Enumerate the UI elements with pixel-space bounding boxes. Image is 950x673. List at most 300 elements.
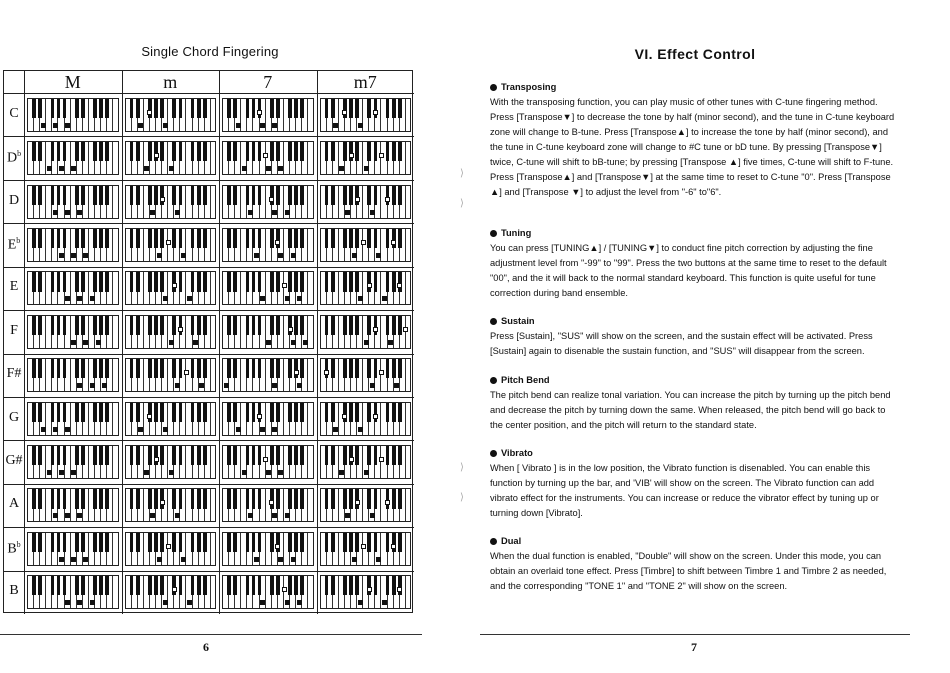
black-key [258, 576, 262, 595]
black-key [246, 359, 250, 378]
tuning-section [490, 226, 900, 301]
black-key [367, 272, 371, 291]
black-key [81, 403, 85, 422]
black-key [355, 359, 359, 378]
black-key [288, 403, 292, 422]
black-key [63, 186, 67, 205]
chord-root: G [8, 409, 20, 425]
black-key [276, 533, 280, 552]
black-key [355, 272, 359, 291]
black-key [191, 272, 195, 291]
black-key [32, 576, 36, 595]
black-key [349, 229, 353, 248]
finger-mark [342, 110, 347, 115]
black-key [227, 186, 231, 205]
black-key [75, 229, 79, 248]
finger-mark [150, 513, 155, 518]
white-key [406, 229, 411, 261]
black-key [203, 142, 207, 161]
finger-mark [272, 513, 277, 518]
sustain-section [490, 314, 900, 359]
chord-root: A [8, 496, 20, 512]
black-key [300, 316, 304, 335]
white-key [113, 359, 118, 391]
chord-root: E [9, 279, 19, 295]
finger-mark [291, 253, 296, 258]
black-key [172, 359, 176, 378]
row-label-8 [4, 410, 24, 426]
black-key [154, 142, 158, 161]
finger-mark [345, 513, 350, 518]
white-key [406, 142, 411, 174]
black-key [246, 229, 250, 248]
black-key [160, 446, 164, 465]
black-key [57, 533, 61, 552]
dual-section [490, 534, 900, 594]
black-key [105, 186, 109, 205]
finger-mark [373, 414, 378, 419]
finger-mark [352, 557, 357, 562]
keyboard-diagram [222, 185, 314, 219]
black-key [276, 142, 280, 161]
black-key [179, 403, 183, 422]
black-key [294, 186, 298, 205]
bullet-icon [490, 538, 497, 545]
black-key [57, 576, 61, 595]
finger-mark [236, 427, 241, 432]
black-key [258, 272, 262, 291]
finger-mark [345, 210, 350, 215]
finger-mark [291, 557, 296, 562]
black-key [288, 142, 292, 161]
black-key [105, 446, 109, 465]
black-key [325, 142, 329, 161]
left-page [0, 0, 470, 673]
bullet-icon [490, 230, 497, 237]
keyboard-diagram [27, 185, 119, 219]
keyboard-diagram [125, 532, 217, 566]
black-key [99, 186, 103, 205]
finger-mark [339, 166, 344, 171]
keyboard-diagram [125, 271, 217, 305]
black-key [130, 359, 134, 378]
black-key [398, 533, 402, 552]
black-key [136, 99, 140, 118]
finger-mark [278, 166, 283, 171]
black-key [258, 316, 262, 335]
white-key [308, 359, 313, 391]
black-key [355, 99, 359, 118]
black-key [258, 229, 262, 248]
finger-mark [297, 600, 302, 605]
black-key [288, 359, 292, 378]
keyboard-diagram [125, 228, 217, 262]
black-key [386, 142, 390, 161]
white-key [113, 533, 118, 565]
black-key [99, 403, 103, 422]
keyboard-diagram [222, 358, 314, 392]
black-key [32, 229, 36, 248]
black-key [276, 359, 280, 378]
black-key [51, 576, 55, 595]
black-key [38, 229, 42, 248]
finger-mark [199, 383, 204, 388]
black-key [246, 403, 250, 422]
finger-mark [163, 296, 168, 301]
black-key [300, 489, 304, 508]
black-key [233, 229, 237, 248]
chord-root: F# [6, 366, 22, 382]
black-key [392, 186, 396, 205]
finger-mark [71, 557, 76, 562]
black-key [148, 576, 152, 595]
finger-mark [187, 296, 192, 301]
white-key [406, 403, 411, 435]
black-key [288, 186, 292, 205]
black-key [179, 489, 183, 508]
black-key [32, 272, 36, 291]
black-key [63, 533, 67, 552]
finger-mark [370, 513, 375, 518]
black-key [252, 359, 256, 378]
black-key [197, 186, 201, 205]
keyboard-diagram [27, 358, 119, 392]
finger-mark [266, 340, 271, 345]
black-key [392, 576, 396, 595]
bullet-icon [490, 318, 497, 325]
finger-mark [403, 327, 408, 332]
row-label-11 [4, 540, 24, 558]
flat-sign: b [17, 149, 22, 159]
keyboard-diagram [27, 271, 119, 305]
white-key [113, 576, 118, 608]
chord-root: B [7, 541, 17, 557]
black-key [93, 99, 97, 118]
black-key [160, 533, 164, 552]
black-key [203, 229, 207, 248]
tuning-heading: Tuning [490, 226, 900, 241]
finger-mark [65, 296, 70, 301]
finger-mark [90, 600, 95, 605]
white-key [211, 533, 216, 565]
black-key [331, 403, 335, 422]
black-key [343, 533, 347, 552]
black-key [374, 229, 378, 248]
black-key [51, 533, 55, 552]
black-key [172, 272, 176, 291]
black-key [203, 316, 207, 335]
black-key [179, 142, 183, 161]
black-key [258, 533, 262, 552]
black-key [203, 359, 207, 378]
black-key [386, 186, 390, 205]
black-key [367, 229, 371, 248]
black-key [57, 142, 61, 161]
black-key [197, 359, 201, 378]
row-divider [4, 484, 414, 485]
keyboard-diagram [320, 271, 412, 305]
black-key [57, 186, 61, 205]
black-key [270, 186, 274, 205]
row-label-9 [4, 453, 24, 469]
finger-mark [193, 340, 198, 345]
keyboard-diagram [222, 98, 314, 132]
black-key [367, 403, 371, 422]
bullet-icon [490, 450, 497, 457]
black-key [93, 403, 97, 422]
column-divider [219, 71, 220, 614]
black-key [130, 576, 134, 595]
black-key [179, 359, 183, 378]
black-key [93, 359, 97, 378]
row-divider [4, 440, 414, 441]
keyboard-diagram [320, 488, 412, 522]
black-key [191, 446, 195, 465]
black-key [374, 142, 378, 161]
black-key [325, 229, 329, 248]
black-key [105, 533, 109, 552]
black-key [294, 359, 298, 378]
finger-mark [349, 457, 354, 462]
black-key [227, 359, 231, 378]
chord-root: D [6, 150, 18, 166]
row-label-5 [4, 279, 24, 295]
finger-mark [379, 370, 384, 375]
finger-mark [169, 166, 174, 171]
finger-mark [53, 123, 58, 128]
finger-mark [77, 600, 82, 605]
finger-mark [65, 210, 70, 215]
finger-mark [349, 153, 354, 158]
keyboard-diagram [27, 98, 119, 132]
black-key [99, 446, 103, 465]
black-key [343, 403, 347, 422]
black-key [75, 359, 79, 378]
black-key [349, 99, 353, 118]
flat-sign: b [16, 539, 21, 549]
finger-mark [242, 166, 247, 171]
black-key [51, 99, 55, 118]
black-key [392, 229, 396, 248]
black-key [386, 272, 390, 291]
finger-mark [333, 123, 338, 128]
black-key [355, 403, 359, 422]
row-divider [4, 223, 414, 224]
black-key [191, 99, 195, 118]
finger-mark [376, 557, 381, 562]
black-key [294, 316, 298, 335]
black-key [288, 446, 292, 465]
vibrato-heading: Vibrato [490, 446, 900, 461]
white-key [308, 533, 313, 565]
finger-mark [90, 296, 95, 301]
black-key [386, 576, 390, 595]
black-key [136, 186, 140, 205]
pitch-bend-body: The pitch bend can realize tonal variation. You can increase the pitch by turning up the pitch bend and decrease the pitch by turning down the same. When released, the pitch bend will go back to the center position, and the pitch will return to the standard state. [490, 390, 891, 430]
row-divider [4, 397, 414, 398]
black-key [93, 229, 97, 248]
black-key [233, 533, 237, 552]
white-key [211, 489, 216, 521]
finger-mark [294, 370, 299, 375]
black-key [392, 316, 396, 335]
black-key [63, 403, 67, 422]
row-label-4 [4, 236, 24, 254]
black-key [276, 403, 280, 422]
black-key [191, 403, 195, 422]
black-key [32, 403, 36, 422]
black-key [270, 229, 274, 248]
black-key [154, 359, 158, 378]
black-key [258, 186, 262, 205]
finger-mark [355, 197, 360, 202]
black-key [99, 99, 103, 118]
black-key [288, 533, 292, 552]
finger-mark [65, 600, 70, 605]
black-key [355, 142, 359, 161]
black-key [252, 576, 256, 595]
black-key [288, 316, 292, 335]
black-key [99, 229, 103, 248]
finger-mark [187, 600, 192, 605]
black-key [374, 316, 378, 335]
finger-mark [59, 253, 64, 258]
black-key [246, 316, 250, 335]
finger-mark [263, 457, 268, 462]
black-key [246, 576, 250, 595]
black-key [51, 489, 55, 508]
black-key [38, 403, 42, 422]
black-key [325, 272, 329, 291]
finger-mark [77, 383, 82, 388]
keyboard-diagram [320, 315, 412, 349]
black-key [63, 229, 67, 248]
black-key [288, 272, 292, 291]
black-key [38, 576, 42, 595]
finger-mark [138, 427, 143, 432]
black-key [233, 99, 237, 118]
row-divider [4, 267, 414, 268]
finger-mark [154, 457, 159, 462]
black-key [136, 272, 140, 291]
black-key [246, 142, 250, 161]
black-key [105, 142, 109, 161]
black-key [38, 186, 42, 205]
black-key [81, 576, 85, 595]
finger-mark [275, 544, 280, 549]
black-key [294, 489, 298, 508]
black-key [203, 186, 207, 205]
black-key [331, 186, 335, 205]
black-key [294, 99, 298, 118]
black-key [374, 272, 378, 291]
black-key [51, 359, 55, 378]
black-key [367, 359, 371, 378]
black-key [252, 272, 256, 291]
black-key [203, 446, 207, 465]
black-key [93, 142, 97, 161]
black-key [270, 142, 274, 161]
black-key [136, 446, 140, 465]
black-key [179, 272, 183, 291]
black-key [343, 489, 347, 508]
white-key [406, 359, 411, 391]
finger-mark [47, 470, 52, 475]
white-key [308, 316, 313, 348]
black-key [154, 229, 158, 248]
black-key [172, 99, 176, 118]
black-key [130, 446, 134, 465]
black-key [398, 142, 402, 161]
finger-mark [102, 383, 107, 388]
finger-mark [333, 427, 338, 432]
finger-mark [242, 470, 247, 475]
keyboard-diagram [320, 575, 412, 609]
finger-mark [394, 383, 399, 388]
chord-fingering-chart [3, 70, 413, 613]
black-key [270, 99, 274, 118]
black-key [300, 403, 304, 422]
black-key [398, 99, 402, 118]
black-key [99, 576, 103, 595]
black-key [63, 359, 67, 378]
finger-mark [59, 557, 64, 562]
finger-mark [77, 513, 82, 518]
chord-chart-title: Single Chord Fingering [141, 44, 279, 59]
pitch-bend-section [490, 373, 900, 433]
keyboard-diagram [125, 358, 217, 392]
column-header-1: M [64, 72, 81, 92]
finger-mark [370, 383, 375, 388]
black-key [130, 229, 134, 248]
finger-mark [71, 470, 76, 475]
binding-mark-icon: ⟩ [460, 462, 464, 473]
black-key [367, 446, 371, 465]
finger-mark [397, 283, 402, 288]
black-key [343, 142, 347, 161]
black-key [130, 186, 134, 205]
white-key [406, 489, 411, 521]
black-key [374, 576, 378, 595]
finger-mark [358, 600, 363, 605]
finger-mark [254, 557, 259, 562]
black-key [197, 316, 201, 335]
finger-mark [355, 500, 360, 505]
finger-mark [59, 166, 64, 171]
finger-mark [157, 557, 162, 562]
keyboard-diagram [320, 358, 412, 392]
dual-body: When the dual function is enabled, "Double" will show on the screen. Under this mode, you can obtain an overlaid tone effect. Press [Timbre] to shift between Timbre 1 and Timbre 2 as needed, and the corresponding "TONE 1" and "TONE 2" will show on the screen. [490, 551, 887, 591]
keyboard-diagram [27, 575, 119, 609]
finger-mark [166, 240, 171, 245]
black-key [252, 229, 256, 248]
black-key [355, 186, 359, 205]
black-key [148, 229, 152, 248]
black-key [349, 489, 353, 508]
row-label-2 [4, 149, 24, 167]
keyboard-diagram [222, 228, 314, 262]
black-key [246, 446, 250, 465]
black-key [154, 446, 158, 465]
black-key [81, 533, 85, 552]
black-key [349, 272, 353, 291]
finger-mark [147, 414, 152, 419]
black-key [227, 99, 231, 118]
finger-mark [364, 470, 369, 475]
black-key [252, 316, 256, 335]
finger-mark [65, 427, 70, 432]
black-key [191, 229, 195, 248]
